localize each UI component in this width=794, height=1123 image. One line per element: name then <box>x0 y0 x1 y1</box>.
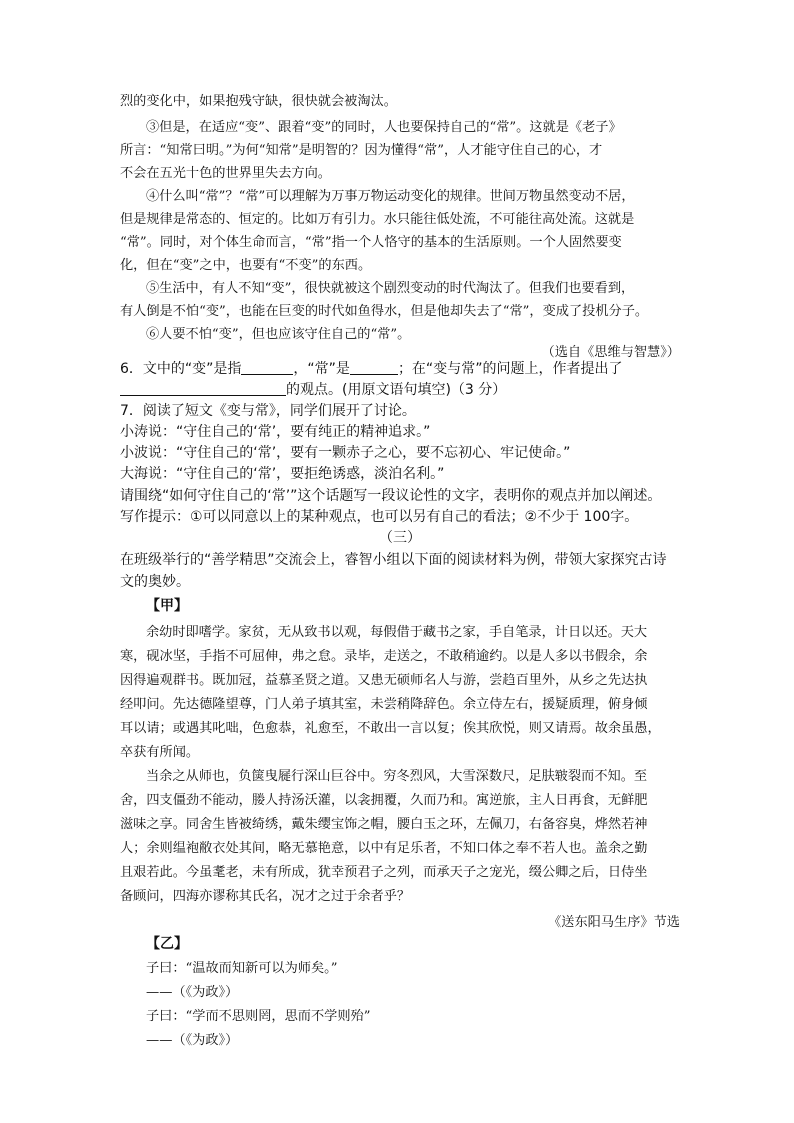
answer-blank[interactable] <box>350 360 398 375</box>
question-7-line: 请围绕“如何守住自己的‘常’”这个话题写一段议论性的文字，表明你的观点并加以阐述。 <box>120 488 662 504</box>
jia-line: 滋味之享。同舍生皆被绮绣，戴朱缨宝饰之帽，腰白玉之环，左佩刀，右备容臭，烨然若神 <box>120 817 648 832</box>
section-intro: 文的奥妙。 <box>120 574 190 590</box>
jia-source: 《送东阳马生序》节选 <box>548 915 680 930</box>
jia-line: 因得遍观群书。既加冠，益慕圣贤之道。又患无硕师名人与游，尝趋百里外，从乡之先达执 <box>120 673 648 688</box>
label-yi: 【乙】 <box>146 936 188 952</box>
jia-line: 卒获有所闻。 <box>120 745 200 760</box>
yi-line: 子曰：“学而不思则罔，思而不学则殆” <box>146 1009 371 1024</box>
label-jia: 【甲】 <box>146 598 188 614</box>
question-7-line: 写作提示：①可以同意以上的某种观点，也可以另有自己的看法；②不少于 100字。 <box>120 509 639 525</box>
passage-line: ③但是，在适应“变”、跟着“变”的同时，人也要保持自己的“常”。这就是《老子》 <box>146 120 622 135</box>
question-6-cont <box>120 380 680 401</box>
question-7-line: 小波说：“守住自己的‘常’，要有一颗赤子之心，要不忘初心、牢记使命。” <box>120 445 571 461</box>
yi-line: 子曰：“温故而知新可以为师矣。” <box>146 961 338 976</box>
answer-blank[interactable] <box>241 360 293 375</box>
section-title: （三） <box>379 530 421 546</box>
q6-text: 的观点。(用原文语句填空)（3 分） <box>286 382 507 398</box>
jia-line: 经叩问。先达德隆望尊，门人弟子填其室，未尝稍降辞色。余立侍左右，援疑质理，俯身倾 <box>120 697 648 712</box>
passage-line: ⑥人要不怕“变”，但也应该守住自己的“常”。 <box>146 327 411 342</box>
passage-source: （选自《思维与智慧》） <box>541 345 680 360</box>
jia-line: 余幼时即嗜学。家贫，无从致书以观，每假借于藏书之家，手自笔录，计日以还。天大 <box>146 625 648 640</box>
jia-line: 备顾问，四海亦谬称其氏名，况才之过于余者乎？ <box>120 889 411 904</box>
passage-line: ④什么叫“常”？“常”可以理解为万事万物运动变化的规律。世间万物虽然变动不居， <box>146 189 635 204</box>
passage-line: 不会在五光十色的世界里失去方向。 <box>120 166 331 181</box>
passage-line: 有人倒是不怕“变”，也能在巨变的时代如鱼得水，但是他却失去了“常”，变成了投机分子。 <box>120 304 649 319</box>
q6-text: 6．文中的“变”是指 <box>120 361 242 377</box>
jia-line: 耳以请；或遇其叱咄，色愈恭，礼愈至，不敢出一言以复；俟其欣悦，则又请焉。故余虽愚， <box>120 721 661 736</box>
question-7-line: 小涛说：“守住自己的‘常’，要有纯正的精神追求。” <box>120 424 431 440</box>
passage-line: “常”。同时，对个体生命而言，“常”指一个人恪守的基本的生活原则。一个人固然要变 <box>120 235 622 250</box>
passage-line: 烈的变化中，如果抱残守缺，很快就会被淘汰。 <box>120 94 397 109</box>
q6-text: ，“常”是 <box>293 361 350 377</box>
passage-line: 化，但在“变”之中，也要有“不变”的东西。 <box>120 258 372 273</box>
jia-line: 且艰若此。今虽耄老，未有所成，犹幸预君子之列，而承天子之宠光，缀公卿之后，日侍坐 <box>120 865 648 880</box>
section-intro: 在班级举行的“善学精思”交流会上，睿智小组以下面的阅读材料为例，带领大家探究古诗 <box>120 552 667 568</box>
jia-line: 人；余则缊袍敝衣处其间，略无慕艳意，以中有足乐者，不知口体之奉不若人也。盖余之勤 <box>120 841 648 856</box>
passage-line: ⑤生活中，有人不知“变”，很快就被这个剧烈变动的时代淘汰了。但我们也要看到， <box>146 281 635 296</box>
jia-line: 寒，砚冰坚，手指不可屈伸，弗之怠。录毕，走送之，不敢稍逾约。以是人多以书假余，余 <box>120 649 648 664</box>
question-7-line: 大海说：“守住自己的‘常’，要拒绝诱惑，淡泊名利。” <box>120 466 445 482</box>
question-6 <box>120 359 680 380</box>
yi-line: ——（《为政》） <box>146 1033 239 1048</box>
passage-line: 所言：“知常曰明。”为何“知常”是明智的？因为懂得“常”，人才能守住自己的心，才 <box>120 143 603 158</box>
question-7: 7．阅读了短文《变与常》，同学们展开了讨论。 <box>120 403 416 419</box>
passage-line: 但是规律是常态的、恒定的。比如万有引力。水只能往低处流，不可能往高处流。这就是 <box>120 212 635 227</box>
yi-line: ——（《为政》） <box>146 985 239 1000</box>
jia-line: 舍，四支僵劲不能动，媵人持汤沃灌，以衾拥覆，久而乃和。寓逆旅，主人日再食，无鲜肥 <box>120 793 648 808</box>
jia-line: 当余之从师也，负箧曳屣行深山巨谷中。穷冬烈风，大雪深数尺，足肤皲裂而不知。至 <box>146 769 648 784</box>
answer-blank[interactable] <box>120 381 286 396</box>
q6-text: ；在“变与常”的问题上，作者提出了 <box>397 361 623 377</box>
